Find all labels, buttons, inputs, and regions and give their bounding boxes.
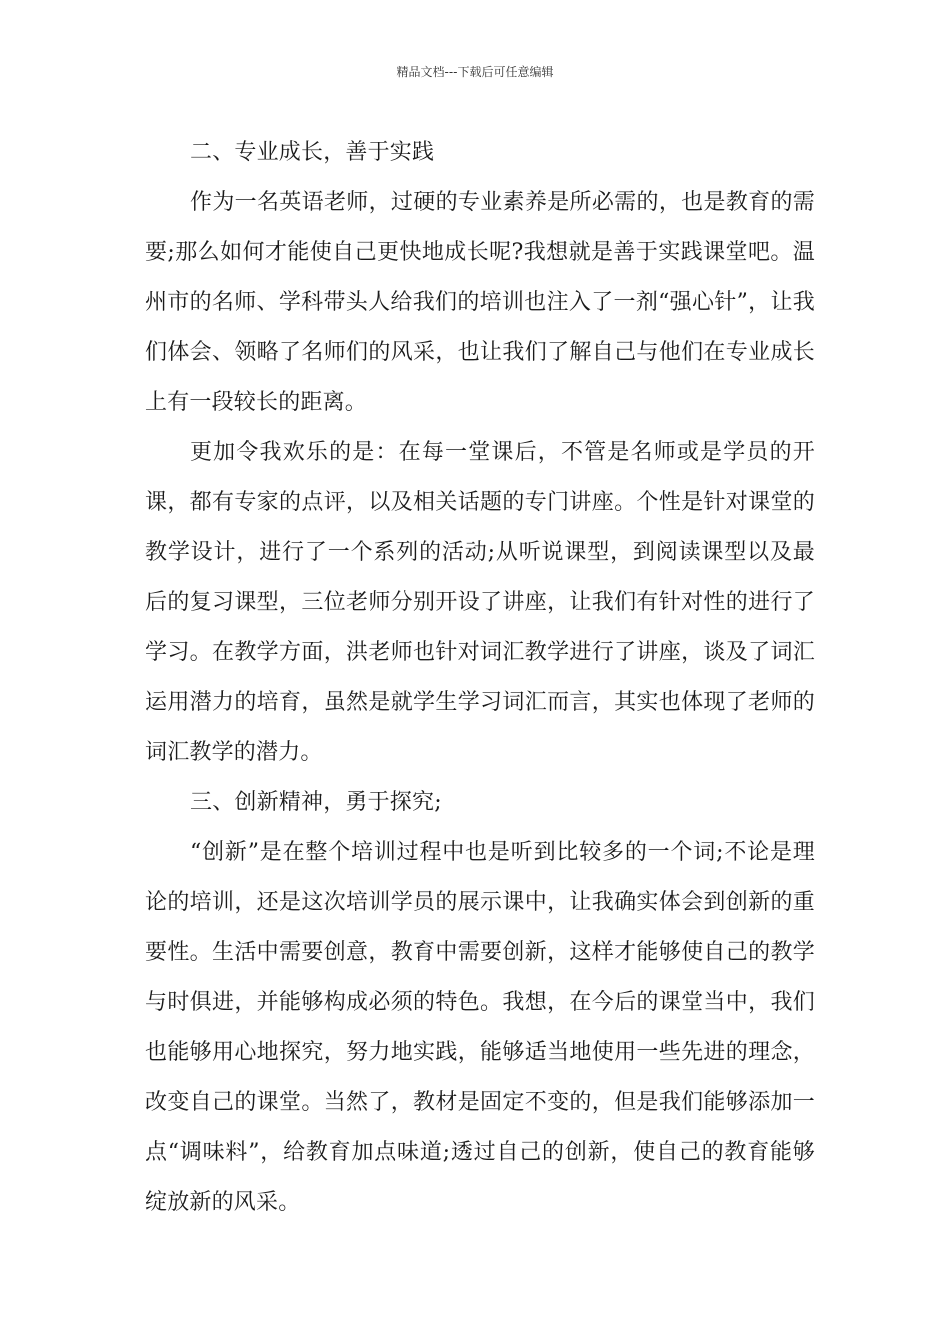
paragraph-lectures-and-reviews: 更加令我欢乐的是：在每一堂课后，不管是名师或是学员的开课，都有专家的点评，以及相关话题的专门讲座。个性是针对课堂的教学设计，进行了一个系列的活动;从听说课型，到阅读课型以及最后的复习课型，三位老师分别开设了讲座，让我们有针对性的进行了学习。在教学方面，洪老师也针对词汇教学进行了讲座，谈及了词汇运用潜力的培育，虽然是就学生学习词汇而言，其实也体现了老师的词汇教学的潜力。 [145, 440, 815, 765]
paragraph-professional-literacy: 作为一名英语老师，过硬的专业素养是所必需的，也是教育的需要;那么如何才能使自己更快地成长呢?我想就是善于实践课堂吧。温州市的名师、学科带头人给我们的培训也注入了一剂“强心针”，让我们体会、领略了名师们的风采，也让我们了解自己与他们在专业成长上有一段较长的距离。 [145, 190, 815, 415]
page-header: 精品文档---下载后可任意编辑 [396, 65, 554, 79]
section-heading-innovation: 三、创新精神，勇于探究; [190, 790, 442, 815]
section-heading-professional-growth: 二、专业成长，善于实践 [190, 140, 435, 165]
document-body [145, 128, 815, 1228]
paragraph-innovation: “创新”是在整个培训过程中也是听到比较多的一个词;不论是理论的培训，还是这次培训学员的展示课中，让我确实体会到创新的重要性。生活中需要创意，教育中需要创新，这样才能够使自己的教学与时俱进，并能够构成必须的特色。我想，在今后的课堂当中，我们也能够用心地探究，努力地实践，能够适当地使用一些先进的理念，改变自己的课堂。当然了，教材是固定不变的，但是我们能够添加一点“调味料”，给教育加点味道;透过自己的创新，使自己的教育能够绽放新的风采。 [145, 840, 815, 1215]
